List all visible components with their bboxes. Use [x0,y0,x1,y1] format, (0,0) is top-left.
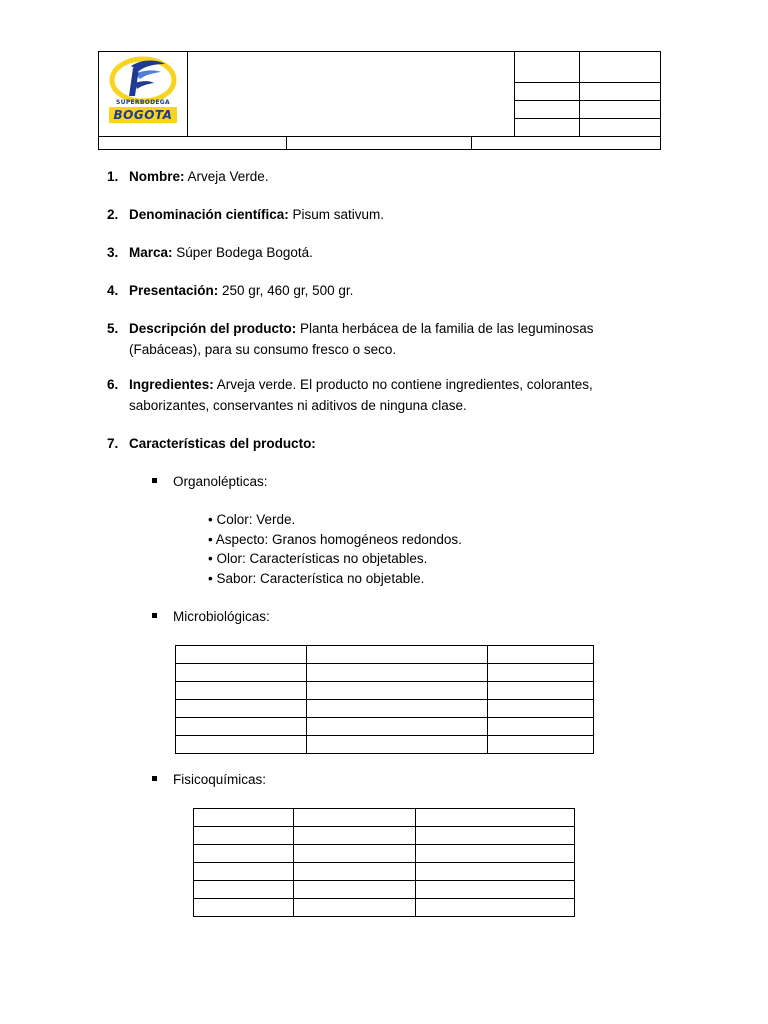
table-row [176,736,594,754]
table-cell [176,664,307,682]
item-label: Ingredientes: [129,377,214,392]
item-text: 250 gr, 460 gr, 500 gr. [218,283,354,298]
list-item-caracteristicas [107,433,667,454]
table-row [194,881,575,899]
table-cell [176,700,307,718]
table-cell [194,881,294,899]
item-number: 2. [107,207,119,222]
table-cell [176,718,307,736]
table-row [176,646,594,664]
list-item: • Color: Verde. [208,512,296,527]
organolepticas-heading [152,472,268,492]
organolepticas-list [208,510,462,588]
table-cell [176,736,307,754]
item-text: Pisum sativum. [288,207,385,222]
header-meta-cell [580,101,661,119]
table-cell [294,881,416,899]
item-label: Presentación: [129,283,219,298]
table-cell [176,646,307,664]
table-cell [416,863,575,881]
section-title: Microbiológicas: [173,609,270,624]
table-cell [307,700,488,718]
microbiologicas-heading [152,607,270,627]
fisicoquimicas-table [193,808,575,917]
header-meta-cell [580,83,661,101]
square-bullet-icon [152,613,157,618]
item-label: Nombre: [129,169,185,184]
table-cell [307,664,488,682]
table-row [176,664,594,682]
table-row [194,899,575,917]
document-header-footer-row [98,136,661,150]
header-meta-cell [580,119,661,137]
list-item-denominacion [107,204,667,225]
table-row [176,700,594,718]
table-cell [488,664,594,682]
table-row [194,827,575,845]
list-item-descripcion [107,318,667,360]
list-item: • Sabor: Característica no objetable. [208,570,425,586]
item-text: Planta herbácea de la familia de las leguminosas (Fabáceas), para su consumo fresco o seco. [129,321,594,357]
table-cell [416,881,575,899]
table-cell [488,736,594,754]
list-item-nombre [107,166,667,187]
header-footer-cell [287,137,472,150]
header-meta-cell [515,52,580,83]
logo-cell [99,52,188,137]
list-item-presentacion [107,280,667,301]
table-cell [307,646,488,664]
square-bullet-icon [152,776,157,781]
item-number: 5. [107,321,119,336]
table-row [194,809,575,827]
item-number: 1. [107,169,119,184]
table-cell [488,646,594,664]
item-number: 4. [107,283,119,298]
table-cell [194,827,294,845]
table-cell [416,845,575,863]
logo-top-text: SUPERBODEGA [116,99,170,106]
header-footer-cell [472,137,661,150]
table-row [194,863,575,881]
document-header-table [98,51,661,137]
table-row [194,845,575,863]
table-cell [307,736,488,754]
table-row [176,682,594,700]
company-logo [99,52,187,136]
table-cell [488,682,594,700]
table-cell [194,845,294,863]
table-cell [307,718,488,736]
item-label: Características del producto: [129,436,316,451]
table-cell [294,863,416,881]
header-meta-cell [580,52,661,83]
table-row [176,718,594,736]
table-cell [416,827,575,845]
item-text: Arveja Verde. [184,169,269,184]
item-label: Descripción del producto: [129,321,297,336]
table-cell [194,863,294,881]
list-item: • Aspecto: Granos homogéneos redondos. [208,531,462,547]
square-bullet-icon [152,478,157,483]
list-item: • Olor: Características no objetables. [208,551,428,566]
table-cell [294,845,416,863]
table-cell [176,682,307,700]
table-cell [416,899,575,917]
item-text: Arveja verde. El producto no contiene ingredientes, colorantes, saborizantes, conservantes ni aditivos de ninguna clase. [129,377,593,413]
list-item-marca [107,242,667,263]
microbiologicas-table [175,645,594,754]
fisicoquimicas-heading [152,770,266,790]
item-label: Marca: [129,245,173,260]
header-meta-cell [515,83,580,101]
header-meta-cell [515,101,580,119]
section-title: Fisicoquímicas: [173,772,267,787]
table-cell [294,899,416,917]
header-meta-cell [515,119,580,137]
table-cell [488,700,594,718]
table-cell [307,682,488,700]
logo-brand-text: BOGOTA [109,107,177,123]
item-text: Súper Bodega Bogotá. [172,245,313,260]
item-number: 3. [107,245,119,260]
header-title-cell [188,52,515,137]
table-cell [488,718,594,736]
list-item-ingredientes [107,374,667,416]
item-number: 6. [107,377,119,392]
item-number: 7. [107,436,119,451]
item-label: Denominación científica: [129,207,289,222]
header-footer-cell [99,137,287,150]
table-cell [416,809,575,827]
table-cell [294,827,416,845]
table-cell [194,809,294,827]
table-cell [194,899,294,917]
section-title: Organolépticas: [173,474,268,489]
table-cell [294,809,416,827]
